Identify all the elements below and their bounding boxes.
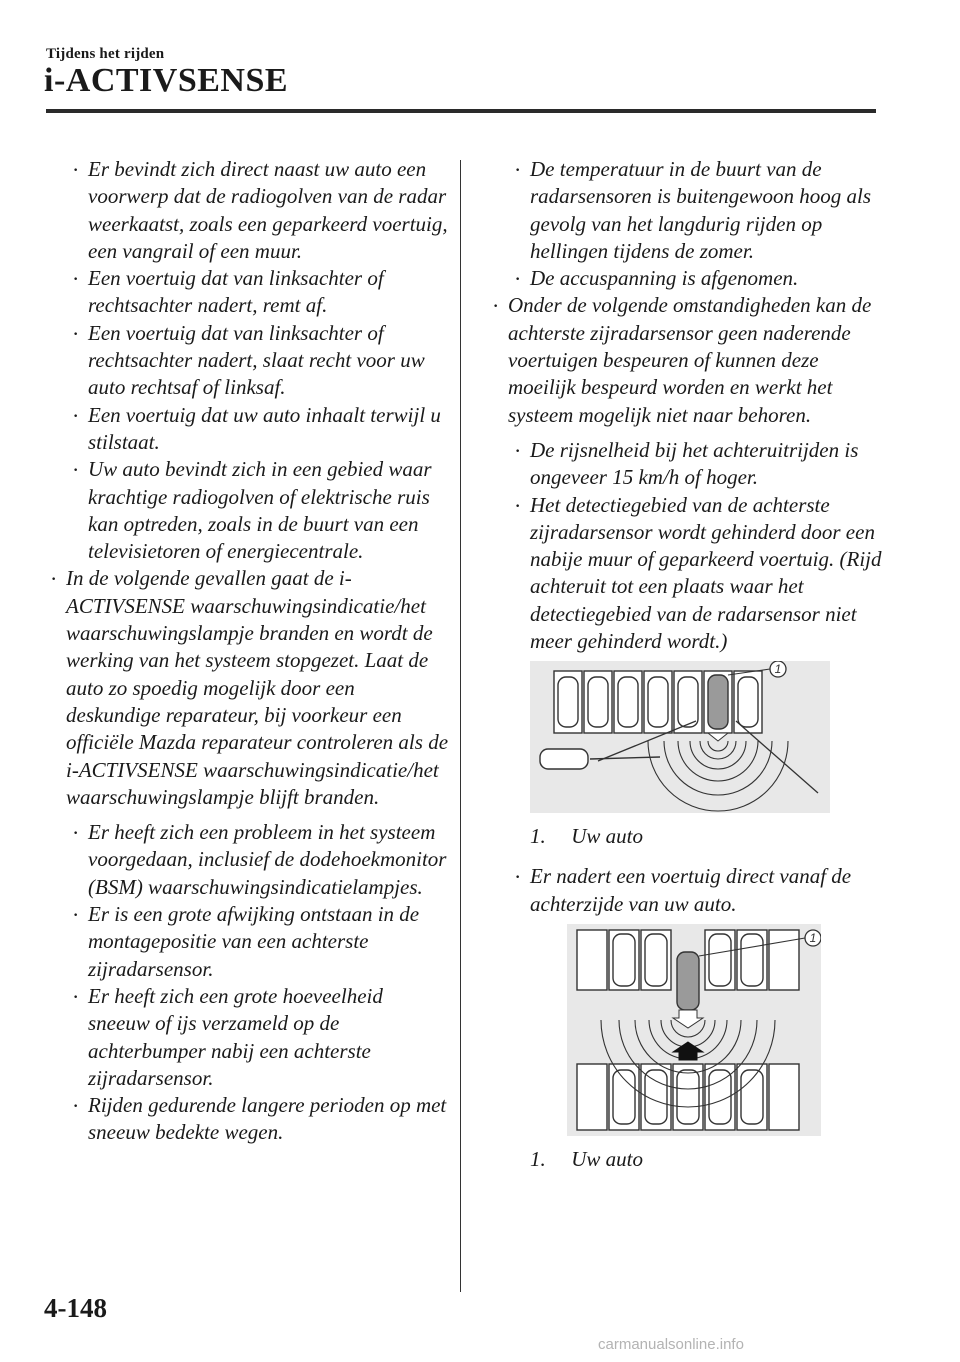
bullet-item: · Een voertuig dat uw auto inhaalt terwijl u stilstaat. (48, 402, 448, 457)
column-divider (460, 160, 461, 1292)
caption-number: 1. (530, 1146, 546, 1171)
chapter-title: i-ACTIVSENSE (44, 62, 289, 99)
figure-caption (530, 813, 890, 863)
main-bullet: · In de volgende gevallen gaat de i-ACTIVSENSE waarschuwingsindicatie/het waarschuwingslampje branden en wordt de werking van het systeem stopgezet. Laat de auto zo spoedig mogelijk door een deskundige reparateur, bij voorkeur een officiële Mazda reparateur controleren als de i-ACTIVSENSE waarschuwingsindicatie/het waarschuwingslampje blijft branden. (48, 565, 448, 811)
right-column (490, 156, 890, 1186)
bullet-item: · Er is een grote afwijking ontstaan in de montagepositie van een achterste zijradarsensor. (48, 901, 448, 983)
bullet-item: · De rijsnelheid bij het achteruitrijden is ongeveer 15 km/h of hoger. (490, 437, 890, 492)
approaching-car-icon (540, 749, 588, 769)
bullet-item: · Er bevindt zich direct naast uw auto een voorwerp dat de radiogolven van de radar weerkaatst, zoals een geparkeerd voertuig, een vangrail of een muur. (48, 156, 448, 265)
figure-rear-approach (567, 924, 821, 1136)
caption-text: Uw auto (571, 824, 644, 849)
callout-label: 1 (809, 930, 817, 945)
caption-number: 1. (530, 824, 546, 849)
own-car-icon (677, 952, 699, 1010)
bullet-item: · De accuspanning is afgenomen. (490, 265, 890, 292)
bullet-item: · De temperatuur in de buurt van de radarsensoren is buitengewoon hoog als gevolg van het langdurig rijden op hellingen tijdens de zomer. (490, 156, 890, 265)
figure-reversing-parked-cars (530, 661, 830, 813)
bullet-item: · Uw auto bevindt zich in een gebied waar krachtige radiogolven of elektrische ruis kan optreden, zoals in de buurt van een televisietoren of energiecentrale. (48, 456, 448, 565)
footer-watermark: carmanualsonline.info (598, 1336, 744, 1353)
bullet-item: · Het detectiegebied van de achterste zijradarsensor wordt gehinderd door een nabije muur of geparkeerd voertuig. (Rijd achteruit tot een plaats waar het detectiegebied van de radarsensor niet meer gehinderd wordt.) (490, 492, 890, 656)
caption-text: Uw auto (571, 1146, 644, 1171)
callout-label: 1 (774, 662, 782, 677)
bullet-item: · Er heeft zich een grote hoeveelheid sneeuw of ijs verzameld op de achterbumper nabij een achterste zijradarsensor. (48, 983, 448, 1092)
page-number: 4-148 (44, 1293, 107, 1323)
left-column (48, 156, 448, 1147)
bullet-item: · Er nadert een voertuig direct vanaf de achterzijde van uw auto. (490, 863, 890, 918)
figure-caption (530, 1136, 890, 1186)
parking-diagram-2 (567, 924, 821, 1136)
header-rule (46, 109, 876, 113)
bullet-item: · Een voertuig dat van linksachter of rechtsachter nadert, remt af. (48, 265, 448, 320)
own-car-icon (708, 675, 728, 729)
section-title: Tijdens het rijden (46, 46, 165, 62)
main-bullet: · Onder de volgende omstandigheden kan de achterste zijradarsensor geen naderende voertuigen bespeuren of kunnen deze moeilijk bespeurd worden en werkt het systeem mogelijk niet naar behoren. (490, 292, 890, 428)
bullet-item: · Rijden gedurende langere perioden op met sneeuw bedekte wegen. (48, 1092, 448, 1147)
bullet-item: · Er heeft zich een probleem in het systeem voorgedaan, inclusief de dodehoekmonitor (BSM) waarschuwingsindicatielampjes. (48, 819, 448, 901)
bullet-item: · Een voertuig dat van linksachter of rechtsachter nadert, slaat recht voor uw auto rechtsaf of linksaf. (48, 320, 448, 402)
parking-diagram-1 (530, 661, 830, 813)
